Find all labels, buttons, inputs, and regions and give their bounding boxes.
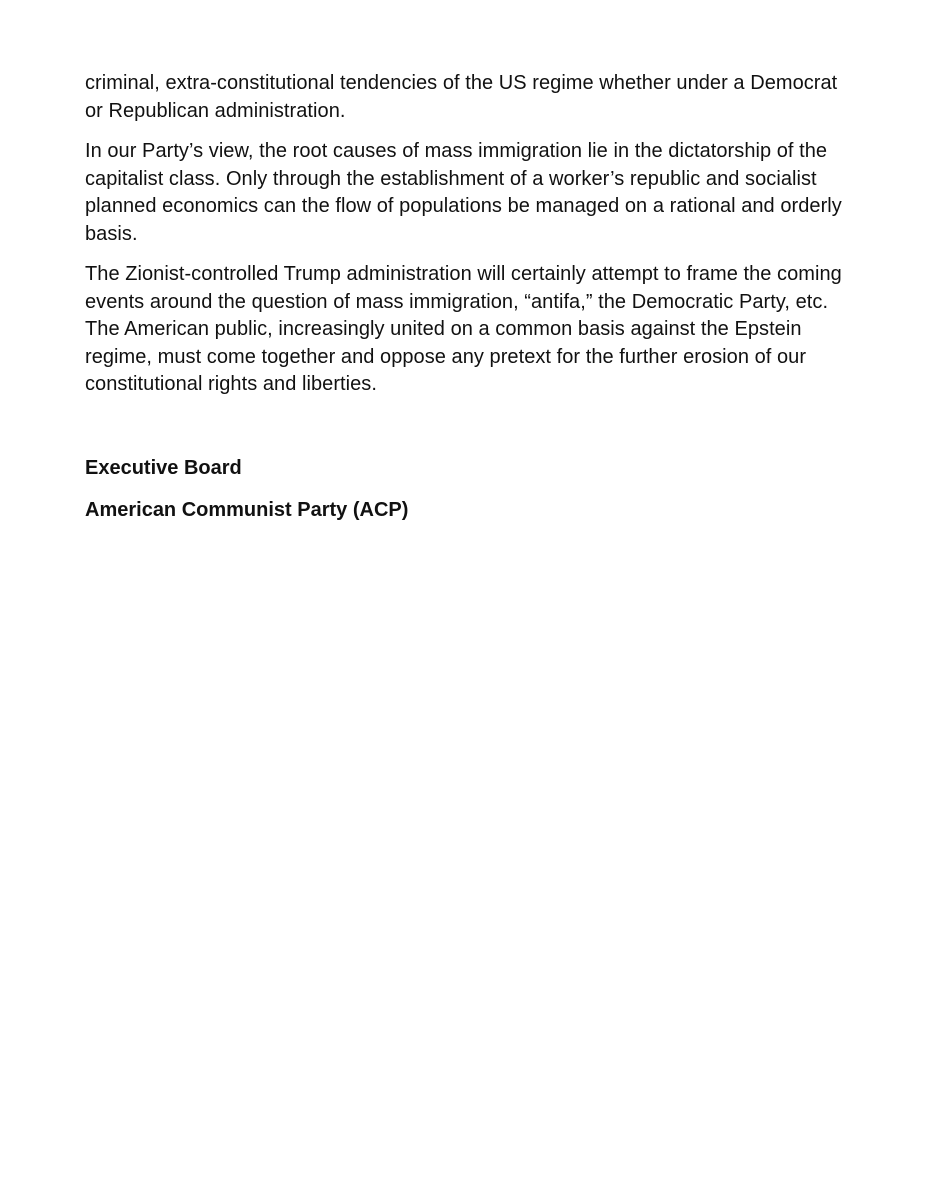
signature-block [85, 455, 860, 524]
paragraph-3: The Zionist-controlled Trump administration will certainly attempt to frame the coming events around the question of mass immigration, “antifa,” the Democratic Party, etc. The American public, increasingly united on a common basis against the Epstein regime, must come together and oppose any pretext for the further erosion of our constitutional rights and liberties. [85, 263, 842, 395]
document-page [85, 70, 860, 539]
paragraph-2: In our Party’s view, the root causes of mass immigration lie in the dictatorship of the capitalist class. Only through the establishment of a worker’s republic and socialist planned economics can the flow of populations be managed on a rational and orderly basis. [85, 140, 842, 245]
paragraph-1: criminal, extra-constitutional tendencies of the US regime whether under a Democrat or Republican administration. [85, 72, 838, 122]
signature-organization: American Communist Party (ACP) [85, 498, 409, 521]
signature-board: Executive Board [85, 456, 242, 479]
